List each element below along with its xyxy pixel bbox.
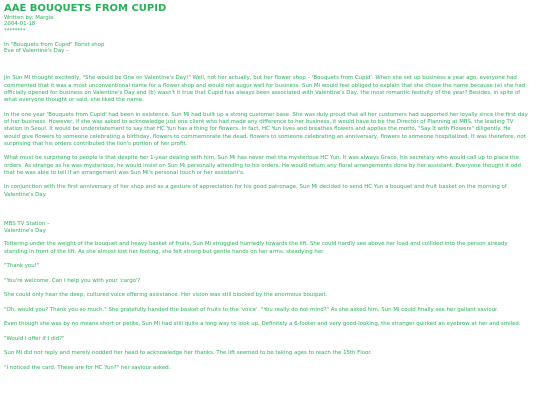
- paragraph: "Oh, would you? Thank you so much." She gratefully handed the basket of fruits to the 'voice'. "You really do not mind?" As she asked him, Sun Mi could finally see her gallant saviour.: [4, 306, 499, 313]
- paragraph: In conjunction with the first anniversary of her shop and as a gesture of appreciation for his good patronage, Sun Mi decided to send HC Yun a bouquet and fruit basket on the morning of Valentine's Day.: [4, 184, 507, 198]
- paragraph: Sun Mi did not reply and merely nodded her head to acknowledge her thanks. The lift seemed to be taking ages to reach the 15th Floor.: [4, 350, 372, 357]
- paragraph: What must be surprising to people is that despite her 1-year dealing with him, Sun Mi has never met the mysterious HC Yun. It was always Grace, his secretary who would call up to place the orders. As strange as he was mysterious, he would insist on Sun Mi personally attending to his orders. He would return any floral arrangements done by her assistant. Everyone thought it odd that he was able to tell if an arrangement was Sun Mi's personal touch or her assistant's.: [4, 155, 521, 176]
- paragraph: In the one year 'Bouquets from Cupid' had been in existence, Sun Mi had built up a strong customer base. She was duly proud that all her customers had supported her loyally since the first day of her business. However, if she was asked to acknowledge just one client who had made any difference to her business, it would have to be the Director of Planning at MBS, the leading TV station in Seoul. It would be understatement to say that HC Yun has a thing for flowers. In fact, HC Yun lives and breathes flowers and applies the motto, "Say It with Flowers" diligently. He would give flowers to someone celebrating a birthday, flowers to commemorate the dead, flowers to someone celebrating an anniversary, flowers to someone hospitalized. It was therefore, not surprising that his orders contributed the lion's portion of her profit.: [4, 111, 528, 147]
- setting-2-line-2: Valentine's Day: [4, 227, 46, 234]
- setting-1-line-2: Eve of Valentine's Day –: [4, 47, 69, 54]
- paragraph: Even though she was by no means short or petite, Sun Mi had still quite a long way to look up. Definitely a 6-footer and very good-looking, the stranger quirked an eyebrow at her and smiled.: [4, 321, 521, 328]
- date-line: 2004-01-18: [4, 21, 36, 28]
- story-title: AAE BOUQUETS FROM CUPID: [4, 3, 167, 14]
- paragraph: "Thank you!": [4, 263, 40, 270]
- paragraph: "You're welcome. Can I help you with your 'cargo'?: [4, 277, 141, 284]
- paragraph: "Would I offer if I did?": [4, 335, 65, 342]
- setting-2-line-1: MBS TV Station –: [4, 221, 50, 228]
- paragraph: Tottering under the weight of the bouquet and heavy basket of fruits, Sun Mi struggled hurriedly towards the lift. She could hardly see above her load and collided into the person already standing in front of the lift. As she almost lost her footing, she felt strong but gentle hands on her arms, steadying her.: [4, 241, 508, 255]
- paragraph: Jin Sun Mi thought excitedly, "She would be One on Valentine's Day!" Well, not her actually, but her flower shop – 'Bouquets from Cupid'. When she set up business a year ago, everyone had commented that it was a most unconventional name for a flower shop and would not augur well for business. Sun Mi would feel obliged to explain that she chose the name because (a) she had officially opened for business on Valentine's Day and (b) wasn't it true that Cupid has always been associated with Valentine's Day, the most romantic festivity of the year? Besides, in spite of what everyone thought or said, she liked the name.: [4, 75, 526, 104]
- setting-1-line-1: In "Bouquets from Cupid" florist shop: [4, 41, 105, 48]
- paragraph: "I noticed the card. These are for HC Yun?" her saviour asked.: [4, 364, 171, 371]
- paragraph: She could only hear the deep, cultured voice offering assistance. Her vision was still blocked by the enormous bouquet.: [4, 292, 328, 299]
- author-line: Written by: Margie: [4, 15, 54, 21]
- separator-line: ********: [4, 27, 26, 34]
